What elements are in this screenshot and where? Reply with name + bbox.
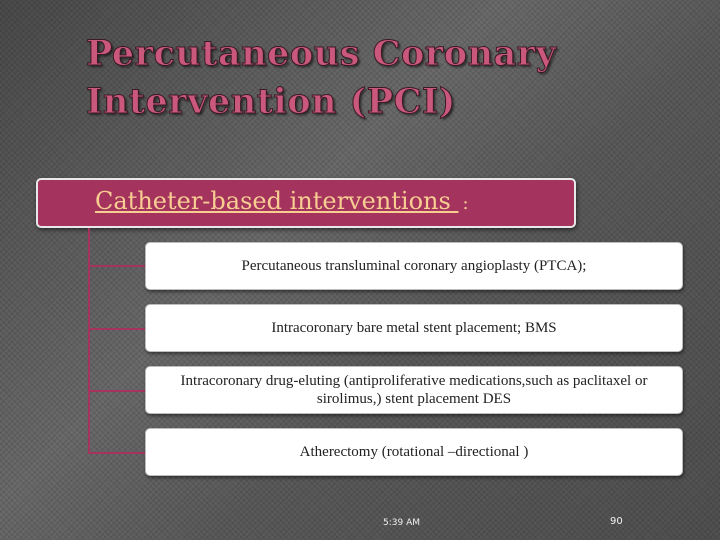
root-node-text [95, 184, 469, 221]
title-line-1: Percutaneous Coronary [86, 33, 557, 74]
title-line-2: Intervention (PCI) [86, 81, 456, 122]
connector-branch-4 [88, 452, 145, 454]
connector-branch-1 [88, 265, 145, 267]
slide-title [86, 30, 686, 126]
root-node-colon: : [462, 193, 469, 214]
connector-branch-3 [88, 390, 145, 392]
root-node [36, 178, 576, 228]
child-node-bms [145, 304, 683, 352]
child-node-label: Percutaneous transluminal coronary angioplasty (PTCA); [241, 258, 587, 274]
connector-vertical [88, 228, 90, 454]
page-number: 90 [610, 516, 623, 527]
child-node-ptca [145, 242, 683, 290]
child-node-label: Intracoronary drug-eluting (antiproliferative medications,such as paclitaxel or sirolimus,) stent placement DES [180, 373, 648, 407]
child-node-atherectomy [145, 428, 683, 476]
root-node-label: Catheter-based interventions [95, 187, 459, 215]
connector-branch-2 [88, 328, 145, 330]
child-node-des [145, 366, 683, 414]
child-node-label: Atherectomy (rotational –directional ) [299, 444, 529, 460]
footer-time: 5:39 AM [383, 518, 420, 528]
child-node-label: Intracoronary bare metal stent placement; BMS [271, 320, 557, 336]
